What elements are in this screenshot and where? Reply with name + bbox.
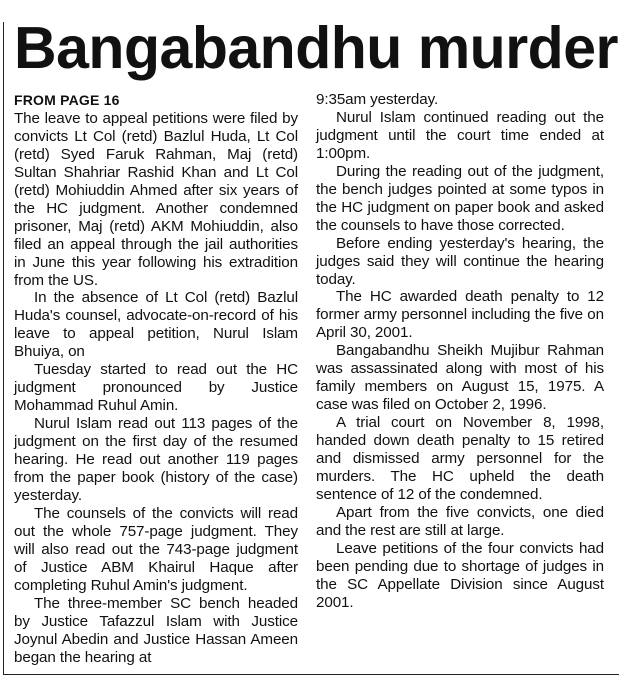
bottom-rule xyxy=(3,674,619,675)
paragraph-5: The counsels of the convicts will read out the whole 757-page judgment. They will also read out the 743-page judgment of Justice ABM Khairul Haque after completing Ruhul Amin's judgment. xyxy=(14,504,298,594)
paragraph-8: Nurul Islam continued reading out the judgment until the court time ended at 1:00pm. xyxy=(316,108,604,162)
paragraph-9: During the reading out of the judgment, the bench judges pointed at some typos in the HC judgment on paper book and asked the counsels to have those corrected. xyxy=(316,162,604,234)
continuation-kicker: FROM PAGE 16 xyxy=(14,92,120,108)
headline: Bangabandhu murder xyxy=(14,15,618,81)
paragraph-13: A trial court on November 8, 1998, handed down death penalty to 15 retired and dismissed army personnel for the murders. The HC upheld the death sentence of 12 of the condemned. xyxy=(316,414,604,503)
left-column-rule xyxy=(3,22,4,674)
paragraph-4: Nurul Islam read out 113 pages of the judgment on the first day of the resumed hearing. He read out another 119 pages from the paper book (history of the case) yesterday. xyxy=(14,415,298,504)
paragraph-11: The HC awarded death penalty to 12 former army personnel including the five on April 30, 2001. xyxy=(316,288,604,342)
paragraph-14: Apart from the five convicts, one died and the rest are still at large. xyxy=(316,503,604,539)
paragraph-10: Before ending yesterday's hearing, the judges said they will continue the hearing today. xyxy=(316,234,604,288)
paragraph-7: 9:35am yesterday. xyxy=(316,91,439,108)
article-right-column xyxy=(316,91,604,612)
paragraph-1: The leave to appeal petitions were filed by convicts Lt Col (retd) Bazlul Huda, Lt Col (retd) Syed Faruk Rahman, Maj (retd) Sultan Shahriar Rashid Khan and Lt Col (retd) Mohiuddin Ahmed after six years of the HC judgment. Another condemned prisoner, Maj (retd) AKM Mohiuddin, also filed an appeal through the jail authorities in June this year following his extradition from the US. xyxy=(14,109,298,289)
article-left-column xyxy=(14,92,298,667)
paragraph-3: Tuesday started to read out the HC judgment pronounced by Justice Mohammad Ruhul Amin. xyxy=(14,361,298,415)
paragraph-2: In the absence of Lt Col (retd) Bazlul Huda's counsel, advocate-on-record of his leave to appeal petition, Nurul Islam Bhuiya, on xyxy=(14,289,298,361)
paragraph-6: The three-member SC bench headed by Justice Tafazzul Islam with Justice Joynul Abedin and Justice Hassan Ameen began the hearing at xyxy=(14,594,298,666)
paragraph-12: Bangabandhu Sheikh Mujibur Rahman was assassinated along with most of his family members on August 15, 1975. A case was filed on October 2, 1996. xyxy=(316,342,604,414)
paragraph-15: Leave petitions of the four convicts had been pending due to shortage of judges in the SC Appellate Division since August 2001. xyxy=(316,539,604,611)
